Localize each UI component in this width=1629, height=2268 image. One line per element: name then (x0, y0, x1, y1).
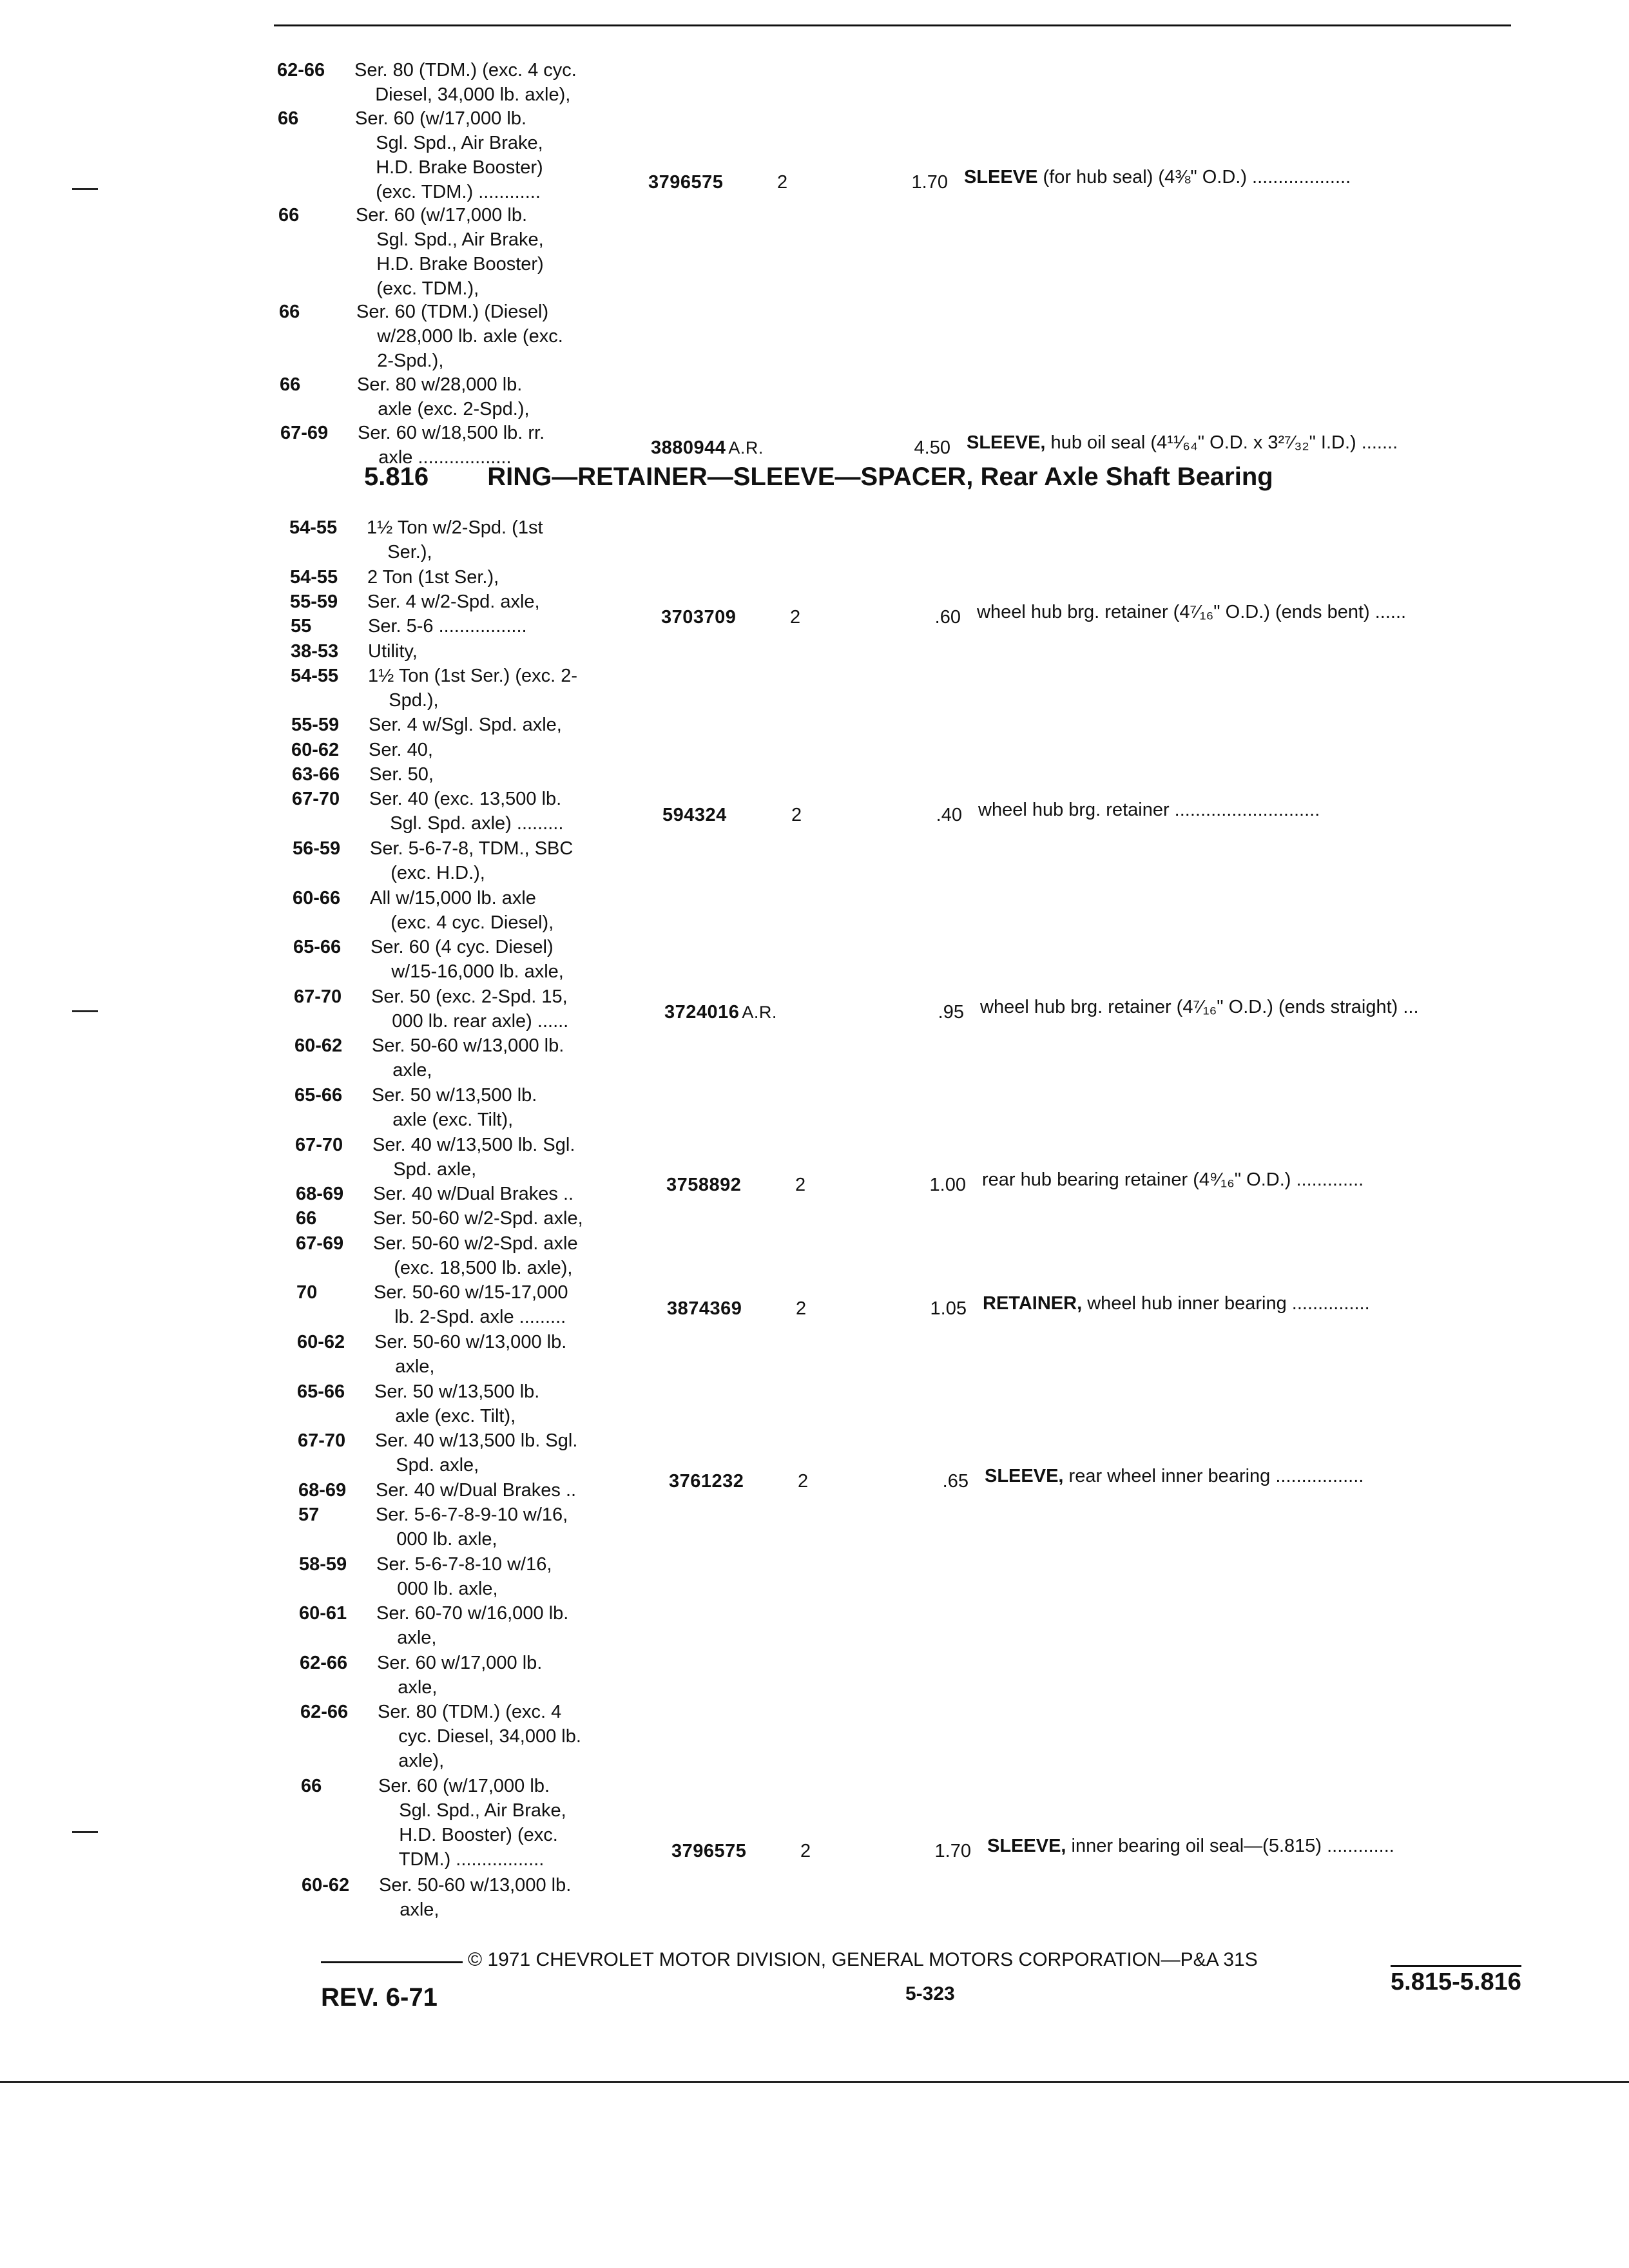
model-years: 68-69 (296, 1184, 344, 1205)
part-number: 3796575 (648, 171, 724, 193)
application-text: Ser. 50-60 w/15-17,000 lb. 2-Spd. axle ......... (374, 1282, 568, 1328)
model-years: 56-59 (293, 838, 341, 859)
application-text: Ser. 4 w/2-Spd. axle, (367, 591, 540, 612)
model-years: 62-66 (300, 1702, 349, 1723)
model-years: 67-69 (296, 1233, 344, 1254)
quantity-as-required: A.R. (742, 1002, 777, 1022)
model-years: 65-66 (293, 937, 342, 958)
model-years: 67-69 (280, 422, 329, 443)
application-text: Ser. 50, (369, 764, 434, 785)
model-years: 65-66 (297, 1381, 345, 1402)
part-number: 3880944 A.R. (651, 437, 764, 458)
part-description: SLEEVE, rear wheel inner bearing ................. (985, 1465, 1364, 1486)
quantity: 2 (796, 1298, 807, 1319)
application-text: Ser. 60 (w/17,000 lb. Sgl. Spd., Air Brake, H.D. Booster) (exc. TDM.) ................. (378, 1776, 566, 1870)
part-number: 3761232 (669, 1470, 744, 1492)
section-title: RING—RETAINER—SLEEVE—SPACER, Rear Axle Shaft Bearing (487, 463, 1273, 491)
quantity: 2 (791, 804, 802, 825)
quantity: 2 (790, 607, 801, 628)
model-years: 66 (296, 1208, 317, 1229)
margin-tick (72, 188, 98, 190)
application-text: Ser. 50 w/13,500 lb. axle (exc. Tilt), (372, 1084, 537, 1130)
quantity: 2 (798, 1470, 809, 1492)
application-text: Ser. 5-6-7-8-10 w/16, 000 lb. axle, (376, 1553, 552, 1599)
application-text: Ser. 80 (TDM.) (exc. 4 cyc. Diesel, 34,000 lb. axle), (354, 60, 577, 105)
part-number: 3724016 A.R. (664, 1001, 777, 1023)
model-years: 60-62 (302, 1874, 350, 1896)
model-years: 66 (301, 1776, 322, 1797)
part-description: RETAINER, wheel hub inner bearing ............... (983, 1293, 1370, 1314)
model-years: 60-66 (293, 887, 341, 908)
application-text: Ser. 60 (w/17,000 lb. Sgl. Spd., Air Brake, H.D. Brake Booster) (exc. TDM.) ............ (355, 108, 543, 202)
part-number: 594324 (662, 804, 727, 825)
application-text: Ser. 40 w/Dual Brakes .. (373, 1184, 574, 1205)
application-text: 1½ Ton w/2-Spd. (1st Ser.), (367, 517, 543, 562)
model-years: 63-66 (292, 764, 340, 785)
model-years: 70 (296, 1282, 318, 1303)
part-number: 3874369 (667, 1298, 742, 1319)
application-text: Ser. 50-60 w/2-Spd. axle, (373, 1208, 583, 1229)
application-text: Ser. 5-6-7-8, TDM., SBC (exc. H.D.), (370, 838, 574, 883)
model-years: 68-69 (298, 1479, 347, 1501)
part-description: SLEEVE, inner bearing oil seal—(5.815) ............. (987, 1836, 1394, 1857)
model-years: 67-70 (298, 1430, 346, 1452)
section-range: 5.815-5.816 (1391, 1965, 1521, 1996)
model-years: 55-59 (290, 591, 338, 612)
application-text: 1½ Ton (1st Ser.) (exc. 2- Spd.), (368, 665, 578, 711)
application-text: Ser. 5-6-7-8-9-10 w/16, 000 lb. axle, (376, 1504, 568, 1550)
application-text: Ser. 60 (4 cyc. Diesel) w/15-16,000 lb. axle, (371, 937, 564, 983)
application-text: Ser. 50-60 w/13,000 lb. axle, (372, 1035, 564, 1081)
model-years: 66 (280, 374, 301, 395)
model-years: 54-55 (290, 566, 338, 588)
page-number: 5-323 (905, 1983, 955, 2004)
part-number: 3703709 (661, 607, 737, 628)
application-text: Ser. 50-60 w/13,000 lb. axle, (374, 1331, 567, 1377)
footer-copyright: © 1971 CHEVROLET MOTOR DIVISION, GENERAL MOTORS CORPORATION—P&A 31S (321, 1949, 1258, 1971)
application-text: Ser. 40 w/13,500 lb. Sgl. Spd. axle, (372, 1134, 575, 1180)
quantity-as-required: A.R. (728, 438, 764, 457)
application-text: Ser. 60-70 w/16,000 lb. axle, (376, 1603, 569, 1649)
part-number: 3796575 (671, 1841, 747, 1862)
application-text: Ser. 80 (TDM.) (exc. 4 cyc. Diesel, 34,000 lb. axle), (378, 1702, 581, 1772)
margin-tick (72, 1010, 98, 1012)
price: 4.50 (914, 437, 950, 458)
model-years: 66 (278, 205, 300, 226)
application-text: Ser. 4 w/Sgl. Spd. axle, (369, 715, 562, 736)
part-description: wheel hub brg. retainer (4⁷⁄₁₆" O.D.) (ends bent) ...... (977, 602, 1407, 623)
model-years: 60-62 (294, 1035, 343, 1057)
quantity: 2 (800, 1841, 811, 1862)
model-years: 66 (279, 302, 300, 322)
model-years: 62-66 (300, 1652, 348, 1673)
application-text: Utility, (368, 640, 418, 662)
model-years: 67-70 (295, 1134, 343, 1155)
section-heading (364, 463, 1273, 492)
model-years: 38-53 (291, 640, 339, 662)
model-years: 67-70 (292, 789, 340, 810)
revision-label: REV. 6-71 (321, 1983, 438, 2012)
price: .40 (936, 804, 962, 825)
model-years: 58-59 (299, 1553, 347, 1575)
top-rule (274, 24, 1511, 26)
application-text: Ser. 40 w/Dual Brakes .. (376, 1479, 577, 1501)
price: 1.70 (911, 171, 948, 193)
application-text: Ser. 60 (w/17,000 lb. Sgl. Spd., Air Brake, H.D. Brake Booster) (exc. TDM.), (356, 205, 544, 299)
quantity: 2 (795, 1175, 806, 1196)
model-years: 66 (278, 108, 299, 129)
part-description: wheel hub brg. retainer (4⁷⁄₁₆" O.D.) (ends straight) ... (980, 996, 1419, 1017)
model-years: 60-62 (297, 1331, 345, 1352)
footer-rule (321, 1961, 463, 1963)
quantity: 2 (777, 171, 788, 193)
part-description: rear hub bearing retainer (4⁹⁄₁₆" O.D.) ............. (982, 1169, 1364, 1191)
model-years: 60-62 (291, 739, 340, 760)
application-text: Ser. 40 (exc. 13,500 lb. Sgl. Spd. axle) ......... (369, 789, 564, 834)
model-years: 60-61 (299, 1603, 347, 1624)
application-text: Ser. 5-6 ................. (368, 616, 527, 637)
application-text: Ser. 50-60 w/2-Spd. axle (exc. 18,500 lb. axle), (373, 1233, 578, 1278)
price: 1.70 (934, 1841, 971, 1862)
model-years: 67-70 (294, 986, 342, 1007)
model-years: 65-66 (294, 1084, 343, 1106)
model-years: 55-59 (291, 715, 340, 736)
model-years: 55 (291, 616, 312, 637)
application-text: Ser. 60 w/17,000 lb. axle, (377, 1652, 543, 1698)
application-text: Ser. 50-60 w/13,000 lb. axle, (379, 1874, 572, 1920)
application-text: Ser. 40 w/13,500 lb. Sgl. Spd. axle, (375, 1430, 578, 1476)
margin-tick (72, 1831, 98, 1833)
application-text: Ser. 60 (TDM.) (Diesel) w/28,000 lb. axle (exc. 2-Spd.), (356, 302, 563, 371)
model-years: 62-66 (277, 60, 325, 81)
application-text: Ser. 60 w/18,500 lb. rr. axle .................. (358, 422, 545, 468)
price: .95 (938, 1001, 964, 1023)
price: .65 (942, 1470, 969, 1492)
part-number: 3758892 (666, 1175, 742, 1196)
price: 1.00 (929, 1175, 966, 1196)
model-years: 54-55 (291, 665, 339, 686)
model-years: 57 (298, 1504, 320, 1525)
application-text: 2 Ton (1st Ser.), (367, 566, 499, 588)
section-number: 5.816 (364, 463, 429, 491)
application-text: Ser. 80 w/28,000 lb. axle (exc. 2-Spd.), (357, 374, 530, 419)
part-description: SLEEVE, hub oil seal (4¹¹⁄₆₄" O.D. x 3²⁷⁄₃₂" I.D.) ....... (967, 432, 1398, 453)
price: .60 (934, 607, 961, 628)
model-years: 54-55 (289, 517, 338, 538)
price: 1.05 (930, 1298, 967, 1319)
bottom-rule (0, 2081, 1629, 2083)
application-text: Ser. 50 w/13,500 lb. axle (exc. Tilt), (374, 1381, 540, 1427)
application-text: All w/15,000 lb. axle (exc. 4 cyc. Diesel), (370, 887, 554, 933)
part-description: wheel hub brg. retainer ............................ (978, 799, 1320, 820)
application-text: Ser. 40, (369, 739, 433, 760)
application-text: Ser. 50 (exc. 2-Spd. 15, 000 lb. rear axle) ...... (371, 986, 569, 1032)
part-description: SLEEVE (for hub seal) (4⅜" O.D.) ................... (964, 166, 1351, 187)
